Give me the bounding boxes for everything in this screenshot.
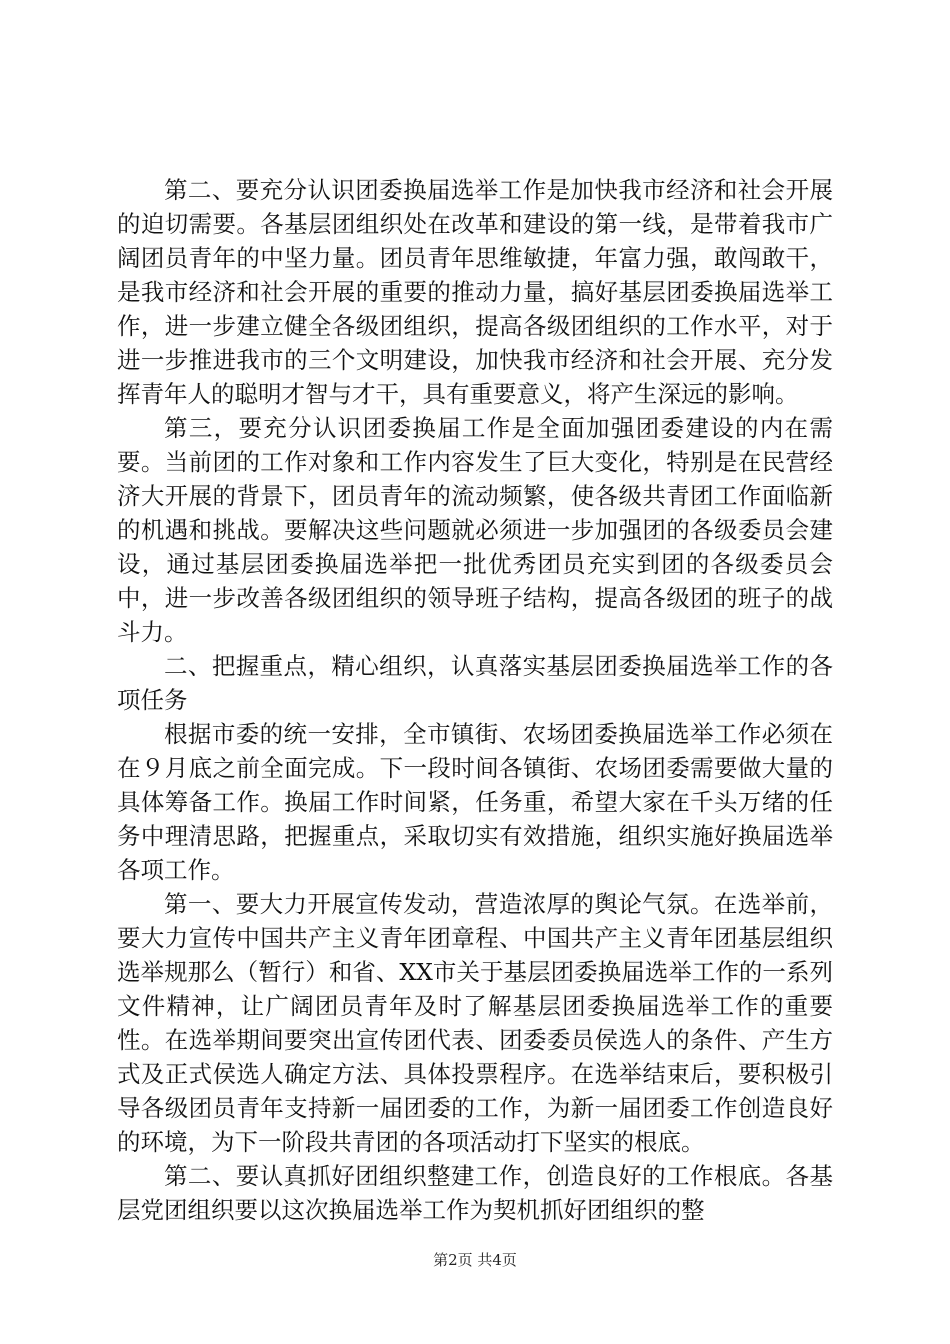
paragraph-3-heading: 二、把握重点，精心组织，认真落实基层团委换届选举工作的各项任务	[117, 652, 833, 714]
paragraph-1: 第二、要充分认识团委换届选举工作是加快我市经济和社会开展的迫切需要。各基层团组织处在改革和建设的第一线，是带着我市广阔团员青年的中坚力量。团员青年思维敏捷，年富力强，敢闯敢干，是我市经济和社会开展的重要的推动力量，搞好基层团委换届选举工作，进一步建立健全各级团组织，提高各级团组织的工作水平，对于进一步推进我市的三个文明建设，加快我市经济和社会开展、充分发挥青年人的聪明才智与才干，具有重要意义，将产生深远的影响。	[117, 176, 833, 408]
page-number-footer: 第2页 共4页	[433, 1251, 517, 1269]
paragraph-6: 第二、要认真抓好团组织整建工作，创造良好的工作根底。各基层党团组织要以这次换届选举工作为契机抓好团组织的整	[117, 1162, 833, 1224]
paragraph-4: 根据市委的统一安排，全市镇街、农场团委换届选举工作必须在在９月底之前全面完成。下一段时间各镇街、农场团委需要做大量的具体筹备工作。换届工作时间紧，任务重，希望大家在千头万绪的任务中理清思路，把握重点，采取切实有效措施，组织实施好换届选举各项工作。	[117, 720, 833, 884]
paragraph-5: 第一、要大力开展宣传发动，营造浓厚的舆论气氛。在选举前，要大力宣传中国共产主义青年团章程、中国共产主义青年团基层组织选举规那么（暂行）和省、XX市关于基层团委换届选举工作的一系列文件精神，让广阔团员青年及时了解基层团委换届选举工作的重要性。在选举期间要突出宣传团代表、团委委员侯选人的条件、产生方式及正式侯选人确定方法、具体投票程序。在选举结束后，要积极引导各级团员青年支持新一届团委的工作，为新一届团委工作创造良好的环境，为下一阶段共青团的各项活动打下坚实的根底。	[117, 890, 833, 1156]
paragraph-2: 第三，要充分认识团委换届工作是全面加强团委建设的内在需要。当前团的工作对象和工作内容发生了巨大变化，特别是在民营经济大开展的背景下，团员青年的流动频繁，使各级共青团工作面临新的机遇和挑战。要解决这些问题就必须进一步加强团的各级委员会建设，通过基层团委换届选举把一批优秀团员充实到团的各级委员会中，进一步改善各级团组织的领导班子结构，提高各级团的班子的战斗力。	[117, 414, 833, 646]
document-body	[117, 173, 833, 1227]
